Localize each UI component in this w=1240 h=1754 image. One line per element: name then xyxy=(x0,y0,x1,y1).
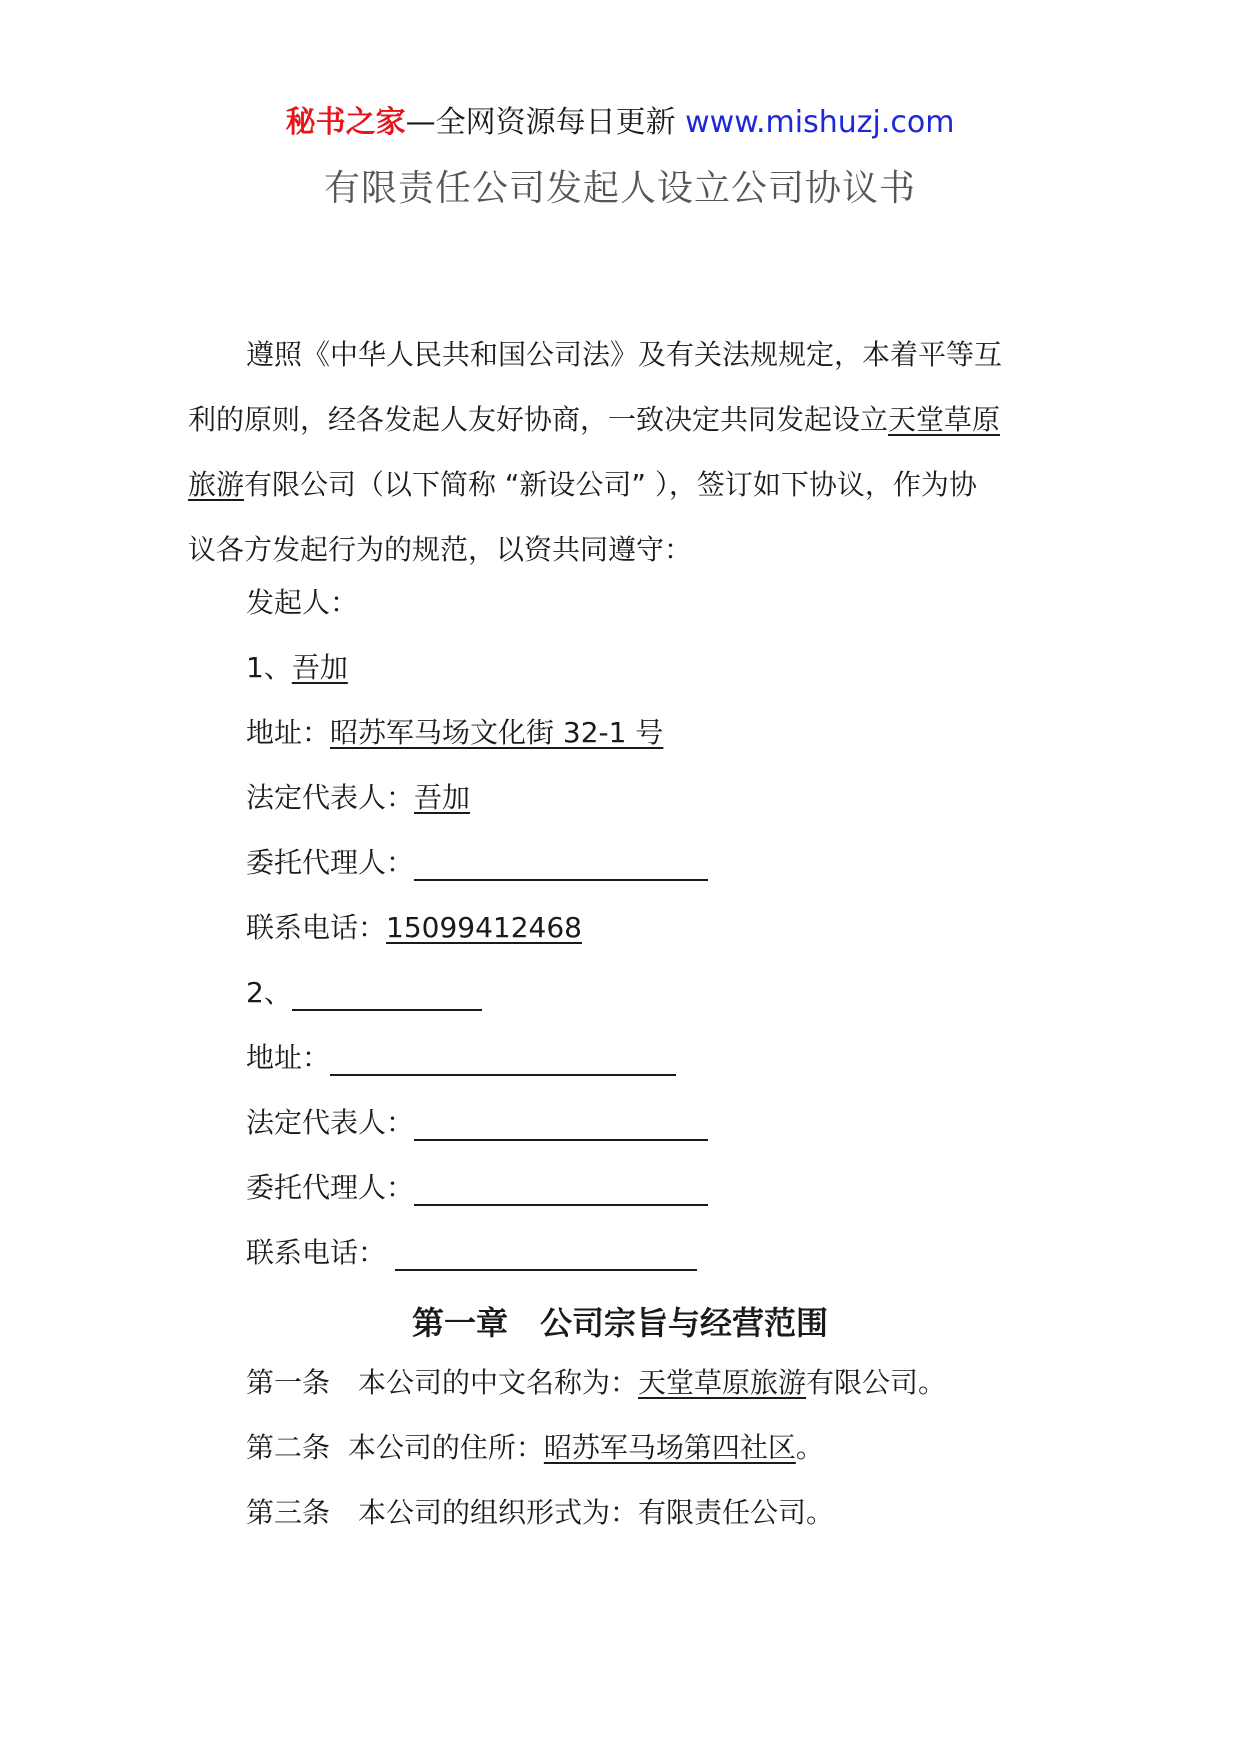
sponsor-1-name: 吾加 xyxy=(291,651,348,684)
sponsor-1-phone: 15099412468 xyxy=(386,911,582,944)
article-1-suffix: 有限公司。 xyxy=(806,1366,947,1399)
company-name-part-1: 天堂草原 xyxy=(888,403,1001,436)
sponsor-1-legal-rep-label: 法定代表人： xyxy=(246,781,415,814)
article-3 xyxy=(246,1493,834,1533)
sponsor-1-phone-row xyxy=(246,908,582,948)
sponsor-2-phone-label: 联系电话： xyxy=(246,1236,395,1269)
sponsor-2-address-label: 地址： xyxy=(246,1041,331,1074)
sponsor-1-number: 1、 xyxy=(246,651,292,684)
sponsor-2-name-blank[interactable] xyxy=(292,979,482,1011)
article-3-text: 本公司的组织形式为：有限责任公司。 xyxy=(358,1496,835,1529)
article-1-label: 第一条 xyxy=(246,1366,359,1399)
sponsor-1-agent-label: 委托代理人： xyxy=(246,846,415,879)
sponsor-2-legal-rep-label: 法定代表人： xyxy=(246,1106,415,1139)
sponsor-2-address-row xyxy=(246,1038,676,1078)
article-1-company-name: 天堂草原旅游 xyxy=(638,1366,807,1399)
chapter-1-heading: 第一章 公司宗旨与经营范围 xyxy=(411,1304,828,1342)
sponsors-label: 发起人： xyxy=(246,586,359,619)
sponsor-2-legal-rep-row xyxy=(246,1103,708,1143)
article-2-text: 本公司的住所： xyxy=(347,1431,544,1464)
sponsor-2-phone-row xyxy=(246,1233,697,1273)
sponsor-2-number: 2、 xyxy=(246,976,292,1009)
site-header xyxy=(0,103,1240,143)
intro-line-3-text: 有限公司（以下简称 “新设公司” ），签订如下协议，作为协 xyxy=(244,468,977,501)
sponsor-2-agent-label: 委托代理人： xyxy=(246,1171,415,1204)
company-name-part-2: 旅游 xyxy=(188,468,245,501)
article-2-label: 第二条 xyxy=(246,1431,348,1464)
sponsor-2-row xyxy=(246,973,482,1013)
intro-line-2-text: 利的原则，经各发起人友好协商，一致决定共同发起设立 xyxy=(188,403,889,436)
site-url-link[interactable]: www.mishuzj.com xyxy=(685,105,955,140)
intro-line-4: 议各方发起行为的规范，以资共同遵守： xyxy=(188,533,693,566)
sponsor-2-agent-row xyxy=(246,1168,708,1208)
sponsor-1-agent-row xyxy=(246,843,708,883)
article-1 xyxy=(246,1363,946,1403)
article-1-text: 本公司的中文名称为： xyxy=(358,1366,639,1399)
header-slogan: —全网资源每日更新 xyxy=(405,105,686,140)
sponsor-1-address-label: 地址： xyxy=(246,716,331,749)
document-title: 有限责任公司发起人设立公司协议书 xyxy=(323,168,916,209)
intro-paragraph xyxy=(188,322,1068,582)
sponsor-2-address-blank[interactable] xyxy=(330,1044,676,1076)
sponsor-2-phone-blank[interactable] xyxy=(395,1239,697,1271)
sponsor-1-address: 昭苏军马场文化街 32-1 号 xyxy=(330,716,664,749)
sponsor-1-agent-blank[interactable] xyxy=(414,849,708,881)
sponsor-2-legal-rep-blank[interactable] xyxy=(414,1109,708,1141)
sponsor-2-agent-blank[interactable] xyxy=(414,1174,708,1206)
sponsor-1-row xyxy=(246,648,348,688)
sponsor-1-address-row xyxy=(246,713,663,753)
article-3-label: 第三条 xyxy=(246,1496,359,1529)
sponsor-1-phone-label: 联系电话： xyxy=(246,911,387,944)
sponsor-1-legal-rep-row xyxy=(246,778,470,818)
intro-line-2 xyxy=(188,387,1068,452)
sponsor-1-legal-rep: 吾加 xyxy=(414,781,471,814)
article-2-address: 昭苏军马场第四社区 xyxy=(543,1431,796,1464)
brand-name: 秘书之家 xyxy=(285,105,406,140)
intro-line-1: 遵照《中华人民共和国公司法》及有关法规规定，本着平等互 xyxy=(246,338,1003,371)
article-2-suffix: 。 xyxy=(795,1431,824,1464)
intro-line-3 xyxy=(188,452,1068,517)
article-2 xyxy=(246,1428,824,1468)
